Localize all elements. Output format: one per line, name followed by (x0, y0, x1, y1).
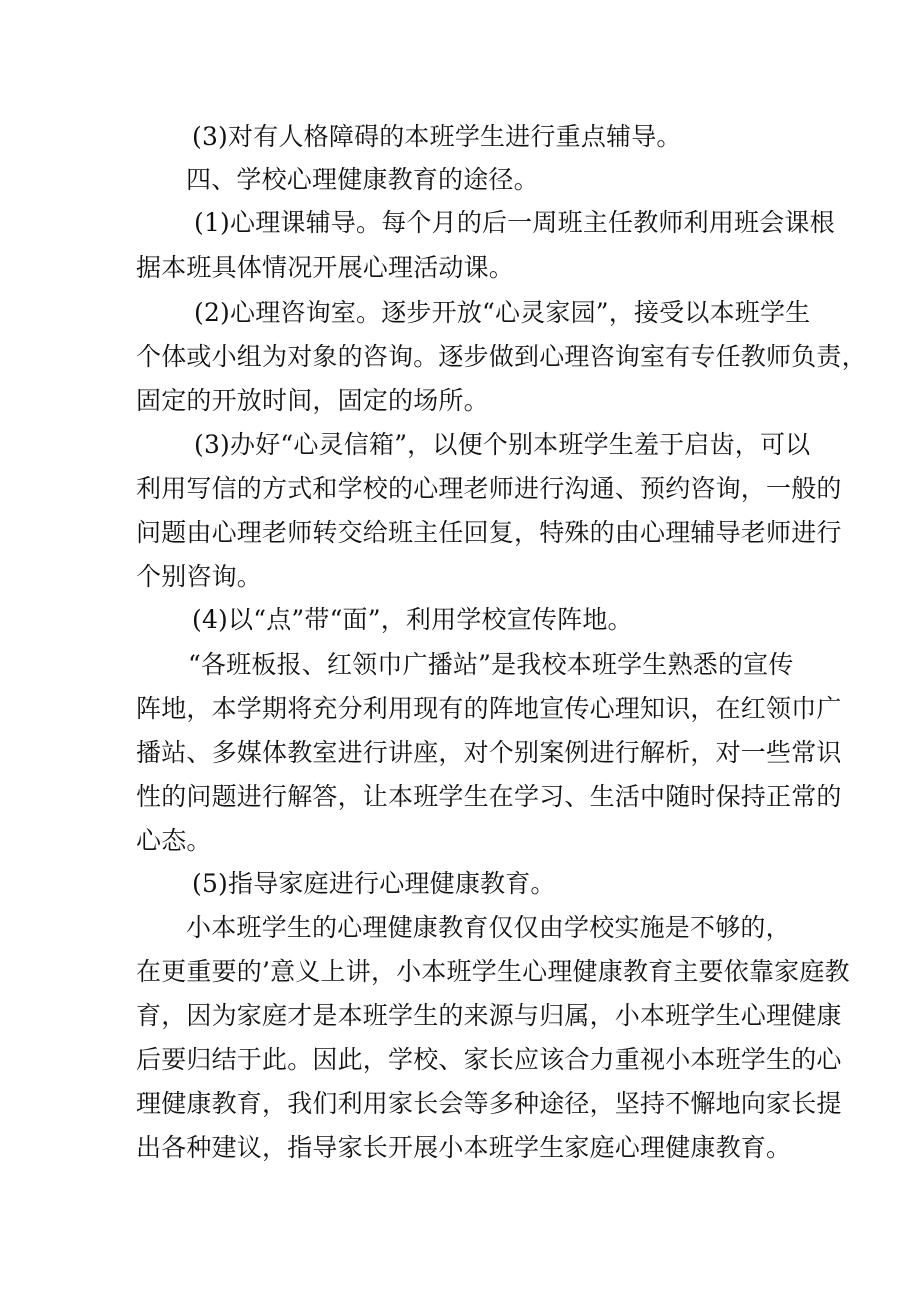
text-line: “各班板报、红领巾广播站”是我校本班学生熟悉的宣传 (188, 650, 794, 679)
text-line: (2)心理咨询室。逐步开放“心灵家园”，接受以本班学生 (194, 298, 811, 327)
text-line: 心态。 (136, 826, 212, 855)
text-line: (5)指导家庭进行心理健康教育。 (192, 869, 556, 898)
text-line: 问题由心理老师转交给班主任回复，特殊的由心理辅导老师进行 (136, 518, 842, 547)
text-line: 理健康教育，我们利用家长会等多种途径，坚持不懈地向家长提 (136, 1089, 842, 1118)
section-heading: 四、学校心理健康教育的途径。 (186, 165, 539, 194)
text-line: 播站、多媒体教室进行讲座，对个别案例进行解析，对一些常识 (136, 738, 842, 767)
text-line: 利用写信的方式和学校的心理老师进行沟通、预约咨询，一般的 (136, 474, 842, 503)
text-line: 在更重要的’意义上讲，小本班学生心理健康教育主要依靠家庭教 (136, 957, 850, 986)
text-line: (3)对有人格障碍的本班学生进行重点辅导。 (192, 122, 682, 151)
text-line: 小本班学生的心理健康教育仅仅由学校实施是不够的， (186, 913, 791, 942)
text-line: 后要归结于此。因此，学校、家长应该合力重视小本班学生的心 (136, 1045, 842, 1074)
text-line: 个别咨询。 (136, 562, 263, 591)
text-line: 据本班具体情况开展心理活动课。 (136, 253, 515, 282)
text-line: (3)办好“心灵信箱”，以便个别本班学生羞于启齿，可以 (194, 430, 811, 459)
text-line: 个体或小组为对象的咨询。逐步做到心理咨询室有专任教师负责， (136, 342, 867, 371)
text-line: (1)心理课辅导。每个月的后一周班主任教师利用班会课根 (194, 208, 835, 237)
text-line: 阵地，本学期将充分利用现有的阵地宣传心理知识，在红领巾广 (136, 694, 842, 723)
text-line: 固定的开放时间，固定的场所。 (136, 386, 489, 415)
text-line: 出各种建议，指导家长开展小本班学生家庭心理健康教育。 (136, 1133, 792, 1162)
text-line: 性的问题进行解答，让本班学生在学习、生活中随时保持正常的 (136, 782, 842, 811)
text-line: 育，因为家庭才是本班学生的来源与归属，小本班学生心理健康 (136, 1001, 842, 1030)
text-line: (4)以“点”带“面”，利用学校宣传阵地。 (192, 605, 633, 634)
